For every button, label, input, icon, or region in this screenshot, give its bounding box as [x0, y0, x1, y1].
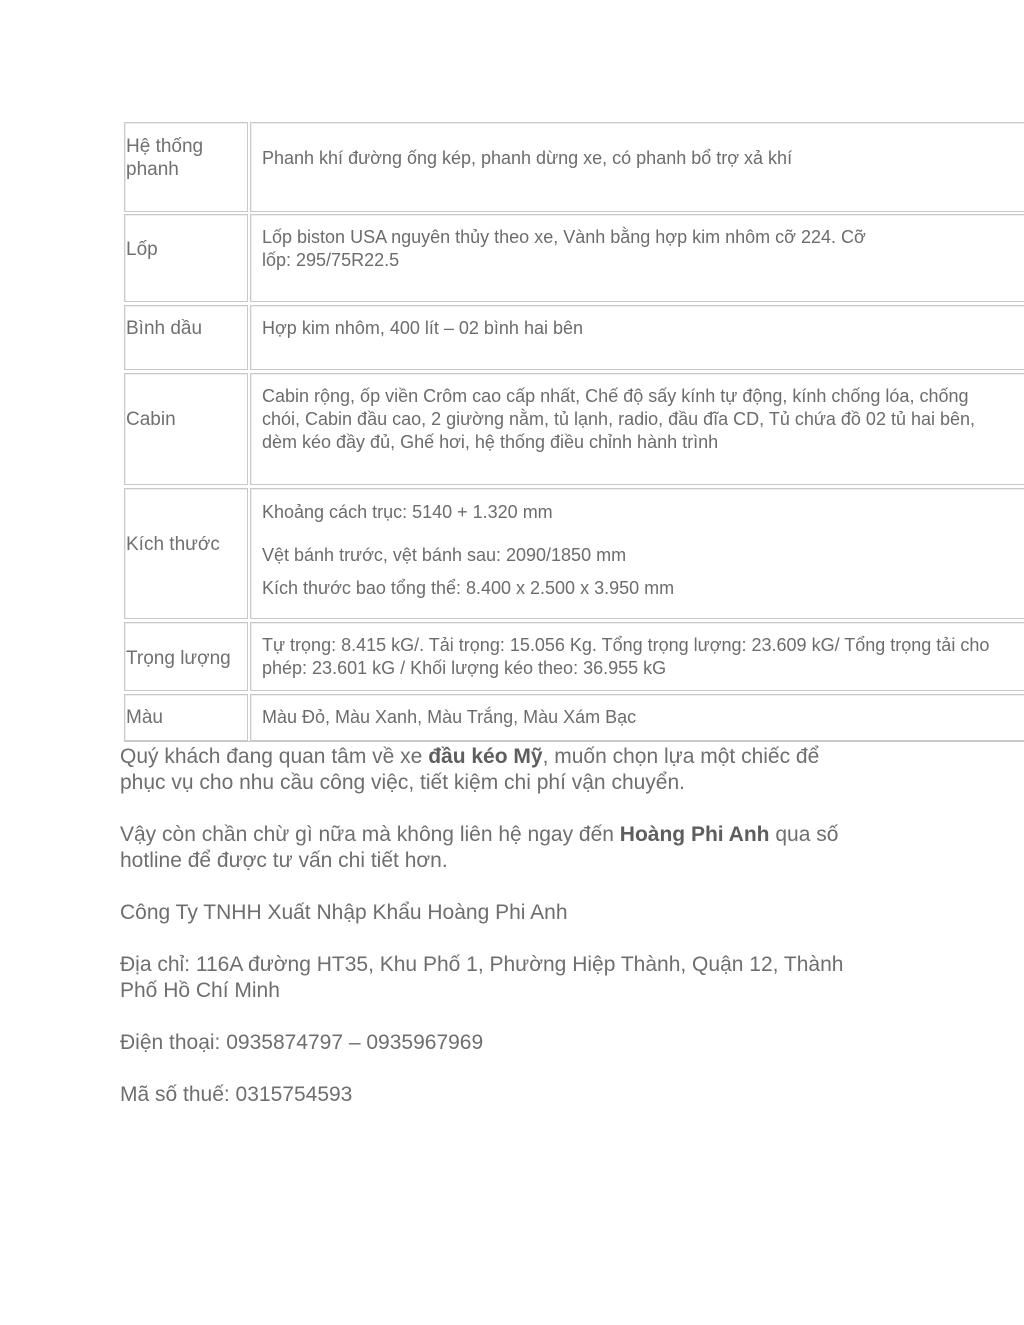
- spec-label: [126, 647, 231, 670]
- spec-label-line: Kích thước: [126, 534, 220, 555]
- spec-value: [262, 147, 1024, 170]
- spec-value-line: Vệt bánh trước, vệt bánh sau: 2090/1850 mm: [262, 545, 627, 565]
- company-tax-code: Mã số thuế: 0315754593: [120, 1083, 353, 1106]
- cta-text: qua số: [769, 823, 839, 846]
- spec-value-line: Hợp kim nhôm, 400 lít – 02 bình hai bên: [262, 318, 583, 338]
- company-highlight: Hoàng Phi Anh: [619, 823, 770, 846]
- spec-value-line: Màu Đỏ, Màu Xanh, Màu Trắng, Màu Xám Bạc: [262, 707, 637, 727]
- cta-text: Vậy còn chần chừ gì nữa mà không liên hệ ngay đến: [120, 823, 620, 846]
- cta-line-2: hotline để được tư vấn chi tiết hơn.: [120, 849, 448, 872]
- spec-value-cell: [250, 373, 1024, 485]
- spec-value-line: Cabin rộng, ốp viền Crôm cao cấp nhất, Chế độ sấy kính tự động, kính chống lóa, chống: [262, 386, 969, 406]
- spec-label-cell: [124, 622, 248, 691]
- intro-text: , muốn chọn lựa một chiếc để: [542, 745, 820, 768]
- spec-label: [126, 135, 203, 181]
- product-highlight: đầu kéo Mỹ: [428, 745, 543, 768]
- spec-label-cell: [124, 122, 248, 212]
- spec-label: [126, 533, 220, 556]
- intro-line-2: phục vụ cho nhu cầu công việc, tiết kiệm chi phí vận chuyển.: [120, 771, 686, 794]
- spec-value-cell: [250, 305, 1024, 370]
- spec-value-line: chói, Cabin đầu cao, 2 giường nằm, tủ lạnh, radio, đầu đĩa CD, Tủ chứa đồ 02 tủ hai bên,: [262, 409, 976, 429]
- spec-value-cell: [250, 622, 1024, 691]
- spec-value-line: lốp: 295/75R22.5: [262, 250, 400, 270]
- company-name: Công Ty TNHH Xuất Nhập Khẩu Hoàng Phi Anh: [120, 901, 568, 924]
- spec-value-cell: [250, 694, 1024, 741]
- spec-value-line: phép: 23.601 kG / Khối lượng kéo theo: 36.955 kG: [262, 658, 667, 678]
- spec-label-line: Hệ thống: [126, 136, 204, 157]
- spec-value: [262, 634, 1024, 680]
- spec-label-line: Màu: [126, 707, 163, 728]
- spec-label-line: Trọng lượng: [126, 648, 231, 669]
- intro-paragraph: [120, 744, 819, 796]
- spec-value-line: dèm kéo đầy đủ, Ghế hơi, hệ thống điều chỉnh hành trình: [262, 432, 719, 452]
- spec-label: [126, 317, 202, 340]
- address-line: Địa chỉ: 116A đường HT35, Khu Phố 1, Phường Hiệp Thành, Quận 12, Thành: [120, 953, 844, 976]
- spec-value: [262, 706, 1024, 729]
- spec-value-line: Khoảng cách trục: 5140 + 1.320 mm: [262, 502, 553, 522]
- contact-cta-paragraph: [120, 822, 838, 874]
- spec-label: [126, 238, 158, 261]
- company-address: [120, 952, 843, 1004]
- spec-label: [126, 706, 163, 729]
- table-bottom-border: [124, 741, 1024, 742]
- spec-label-cell: [124, 488, 248, 619]
- spec-label-cell: [124, 373, 248, 485]
- spec-value-cell: [250, 488, 1024, 619]
- intro-line-1: [120, 744, 819, 770]
- company-phone: Điện thoại: 0935874797 – 0935967969: [120, 1031, 484, 1054]
- spec-label-line: Lốp: [126, 239, 158, 260]
- spec-label-cell: [124, 694, 248, 741]
- intro-text: Quý khách đang quan tâm về xe: [120, 745, 429, 768]
- cta-line-1: [120, 822, 838, 848]
- spec-value-line: Phanh khí đường ống kép, phanh dừng xe, có phanh bổ trợ xả khí: [262, 148, 793, 168]
- spec-label-cell: [124, 305, 248, 370]
- address-line: Phố Hồ Chí Minh: [120, 979, 280, 1002]
- spec-value: [262, 501, 1024, 600]
- spec-label-line: phanh: [126, 159, 179, 180]
- spec-value-cell: [250, 214, 1024, 302]
- spec-label-line: Bình dầu: [126, 318, 203, 339]
- spec-value-line: Kích thước bao tổng thể: 8.400 x 2.500 x 3.950 mm: [262, 578, 675, 598]
- spec-value: [262, 385, 1024, 454]
- spec-label-line: Cabin: [126, 409, 176, 430]
- spec-value-line: Tự trọng: 8.415 kG/. Tải trọng: 15.056 Kg. Tổng trọng lượng: 23.609 kG/ Tổng trọng tải cho: [262, 635, 990, 655]
- spec-label: [126, 408, 176, 431]
- spec-label-cell: [124, 214, 248, 302]
- spec-value-cell: [250, 122, 1024, 212]
- spec-value-line: Lốp biston USA nguyên thủy theo xe, Vành bằng hợp kim nhôm cỡ 224. Cỡ: [262, 227, 866, 247]
- spec-value: [262, 317, 1024, 340]
- spec-value: [262, 226, 1024, 272]
